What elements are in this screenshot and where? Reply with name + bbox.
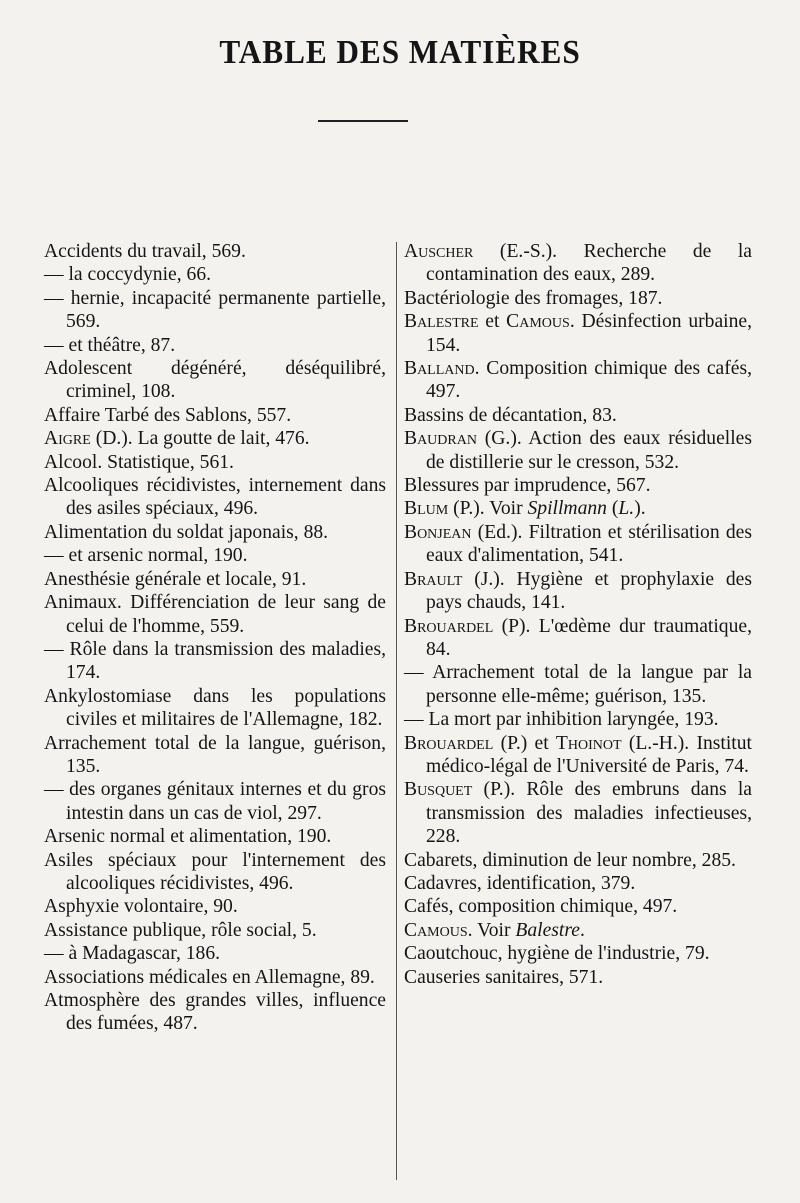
page-title: TABLE DES MATIÈRES [219, 34, 581, 71]
author-name: Aigre [44, 428, 91, 450]
author-name: Camous [404, 919, 468, 941]
index-entry [44, 989, 386, 1036]
index-entry [404, 849, 752, 872]
title-divider [318, 120, 408, 122]
entry-text: Arrachement total de la langue, guérison, 135. [44, 732, 386, 777]
index-entry [44, 451, 386, 474]
entry-text: (E.-S.). Recherche de la contamination des eaux, 289. [426, 241, 752, 286]
entry-text: (L.-H.). Institut médico-légal de l'Université de Paris, 74. [426, 732, 752, 777]
author-name: Bonjean [404, 521, 472, 543]
author-name: Brault [404, 568, 463, 590]
index-entry [404, 966, 752, 989]
index-entry [404, 942, 752, 965]
index-entry [44, 591, 386, 638]
entry-text: Causeries sanitaires, 571. [404, 966, 604, 988]
entry-text: Assistance publique, rôle social, 5. [44, 919, 317, 941]
index-entry [44, 966, 386, 989]
entry-text: et [478, 311, 507, 333]
index-entry [404, 872, 752, 895]
author-name: Camous [506, 311, 570, 333]
entry-text: Asphyxie volontaire, 90. [44, 896, 238, 918]
index-entry [44, 240, 386, 263]
index-entry [44, 778, 386, 825]
entry-text: — La mort par inhibition laryngée, 193. [404, 709, 719, 731]
index-entry [44, 638, 386, 685]
index-entry [404, 895, 752, 918]
author-name: Blum [404, 498, 449, 520]
index-entry [404, 497, 752, 520]
cross-reference: Balestre [515, 919, 580, 941]
index-entry [404, 732, 752, 779]
entry-text: . Composition chimique des cafés, 497. [426, 358, 752, 403]
index-entry [44, 427, 386, 450]
entry-text: Alimentation du soldat japonais, 88. [44, 521, 329, 543]
index-entry [44, 544, 386, 567]
index-entry [44, 263, 386, 286]
author-name: Brouardel [404, 732, 494, 754]
entry-text: ). [634, 498, 646, 520]
entry-text: — et théâtre, 87. [44, 334, 176, 356]
index-entry [404, 615, 752, 662]
entry-text: ( [606, 498, 619, 520]
author-name: Balland [404, 358, 475, 380]
entry-text: — hernie, incapacité permanente partielle, 569. [44, 287, 386, 333]
index-entry [404, 661, 752, 708]
entry-text: (J.). Hygiène et prophylaxie des pays chauds, 141. [426, 568, 752, 614]
index-entry [404, 427, 752, 474]
entry-text: (Ed.). Filtration et stérilisation des eaux d'alimentation, 541. [426, 521, 752, 567]
entry-text: Caoutchouc, hygiène de l'industrie, 79. [404, 943, 710, 965]
left-column [44, 240, 386, 1036]
author-name: Thoinot [555, 732, 622, 754]
index-entry [404, 919, 752, 942]
entry-text: Cabarets, diminution de leur nombre, 285. [404, 849, 736, 871]
index-entry [404, 568, 752, 615]
entry-text: (P.). Voir [448, 498, 528, 520]
index-entry [44, 357, 386, 404]
author-name: Busquet [404, 779, 473, 801]
entry-text: . Voir [467, 919, 516, 941]
entry-text: (P.) et [493, 732, 556, 754]
entry-text: Cafés, composition chimique, 497. [404, 896, 678, 918]
entry-text: Cadavres, identification, 379. [404, 872, 636, 894]
index-entry [44, 732, 386, 779]
author-name: Balestre [404, 311, 479, 333]
index-entry [404, 287, 752, 310]
entry-text: (G.). Action des eaux résiduelles de distillerie sur le cresson, 532. [426, 428, 752, 473]
index-entry [44, 849, 386, 896]
entry-text: Alcooliques récidivistes, internement dans des asiles spéciaux, 496. [44, 475, 386, 520]
entry-text: Bassins de décantation, 83. [404, 404, 617, 426]
index-entry [44, 334, 386, 357]
index-entry [404, 357, 752, 404]
author-name: Auscher [404, 241, 474, 262]
entry-text: . [579, 919, 585, 941]
index-entry [44, 404, 386, 427]
index-entry [404, 521, 752, 568]
entry-text: Adolescent dégénéré, déséquilibré, criminel, 108. [44, 358, 386, 403]
entry-text: Atmosphère des grandes villes, influence des fumées, 487. [44, 990, 386, 1035]
index-entry [44, 919, 386, 942]
entry-text: — Rôle dans la transmission des maladies, 174. [44, 638, 386, 684]
index-entry [44, 895, 386, 918]
entry-text: Affaire Tarbé des Sablons, 557. [44, 404, 292, 426]
column-divider [396, 242, 397, 1180]
entry-text: Accidents du travail, 569. [44, 241, 246, 262]
entry-text: . Désinfection urbaine, 154. [426, 311, 752, 356]
index-entry [44, 568, 386, 591]
cross-reference: L. [618, 498, 635, 520]
index-entry [44, 942, 386, 965]
index-entry [44, 825, 386, 848]
author-name: Baudran [404, 428, 477, 450]
entry-text: — la coccydynie, 66. [44, 264, 212, 286]
entry-text: Anesthésie générale et locale, 91. [44, 568, 307, 590]
entry-text: — Arrachement total de la langue par la personne elle-même; guérison, 135. [404, 662, 752, 707]
index-entry [44, 287, 386, 334]
entry-text: — des organes génitaux internes et du gros intestin dans un cas de viol, 297. [44, 779, 386, 824]
index-entry [44, 685, 386, 732]
entry-text: Associations médicales en Allemagne, 89. [44, 966, 375, 988]
entry-text: Asiles spéciaux pour l'internement des alcooliques récidivistes, 496. [44, 849, 386, 894]
entry-text: Blessures par imprudence, 567. [404, 475, 651, 497]
right-column [404, 240, 752, 989]
entry-text: Alcool. Statistique, 561. [44, 451, 234, 473]
entry-text: Arsenic normal et alimentation, 190. [44, 826, 332, 848]
entry-text: Ankylostomiase dans les populations civiles et militaires de l'Allemagne, 182. [44, 685, 386, 731]
index-entry [44, 474, 386, 521]
entry-text: — et arsenic normal, 190. [44, 545, 248, 567]
index-entry [404, 240, 752, 287]
entry-text: Animaux. Différenciation de leur sang de celui de l'homme, 559. [44, 592, 386, 637]
index-entry [404, 708, 752, 731]
entry-text: — à Madagascar, 186. [44, 943, 221, 965]
entry-text: Bactériologie des fromages, 187. [404, 287, 663, 309]
entry-text: (P.). Rôle des embruns dans la transmission des maladies infectieuses, 228. [426, 779, 752, 848]
index-entry [404, 474, 752, 497]
index-entry [404, 778, 752, 848]
entry-text: (D.). La goutte de lait, 476. [90, 428, 310, 450]
author-name: Brouardel [404, 615, 494, 637]
entry-text: (P). L'œdème dur traumatique, 84. [426, 615, 752, 660]
index-entry [404, 404, 752, 427]
index-entry [44, 521, 386, 544]
index-entry [404, 310, 752, 357]
cross-reference: Spillmann [527, 498, 607, 520]
